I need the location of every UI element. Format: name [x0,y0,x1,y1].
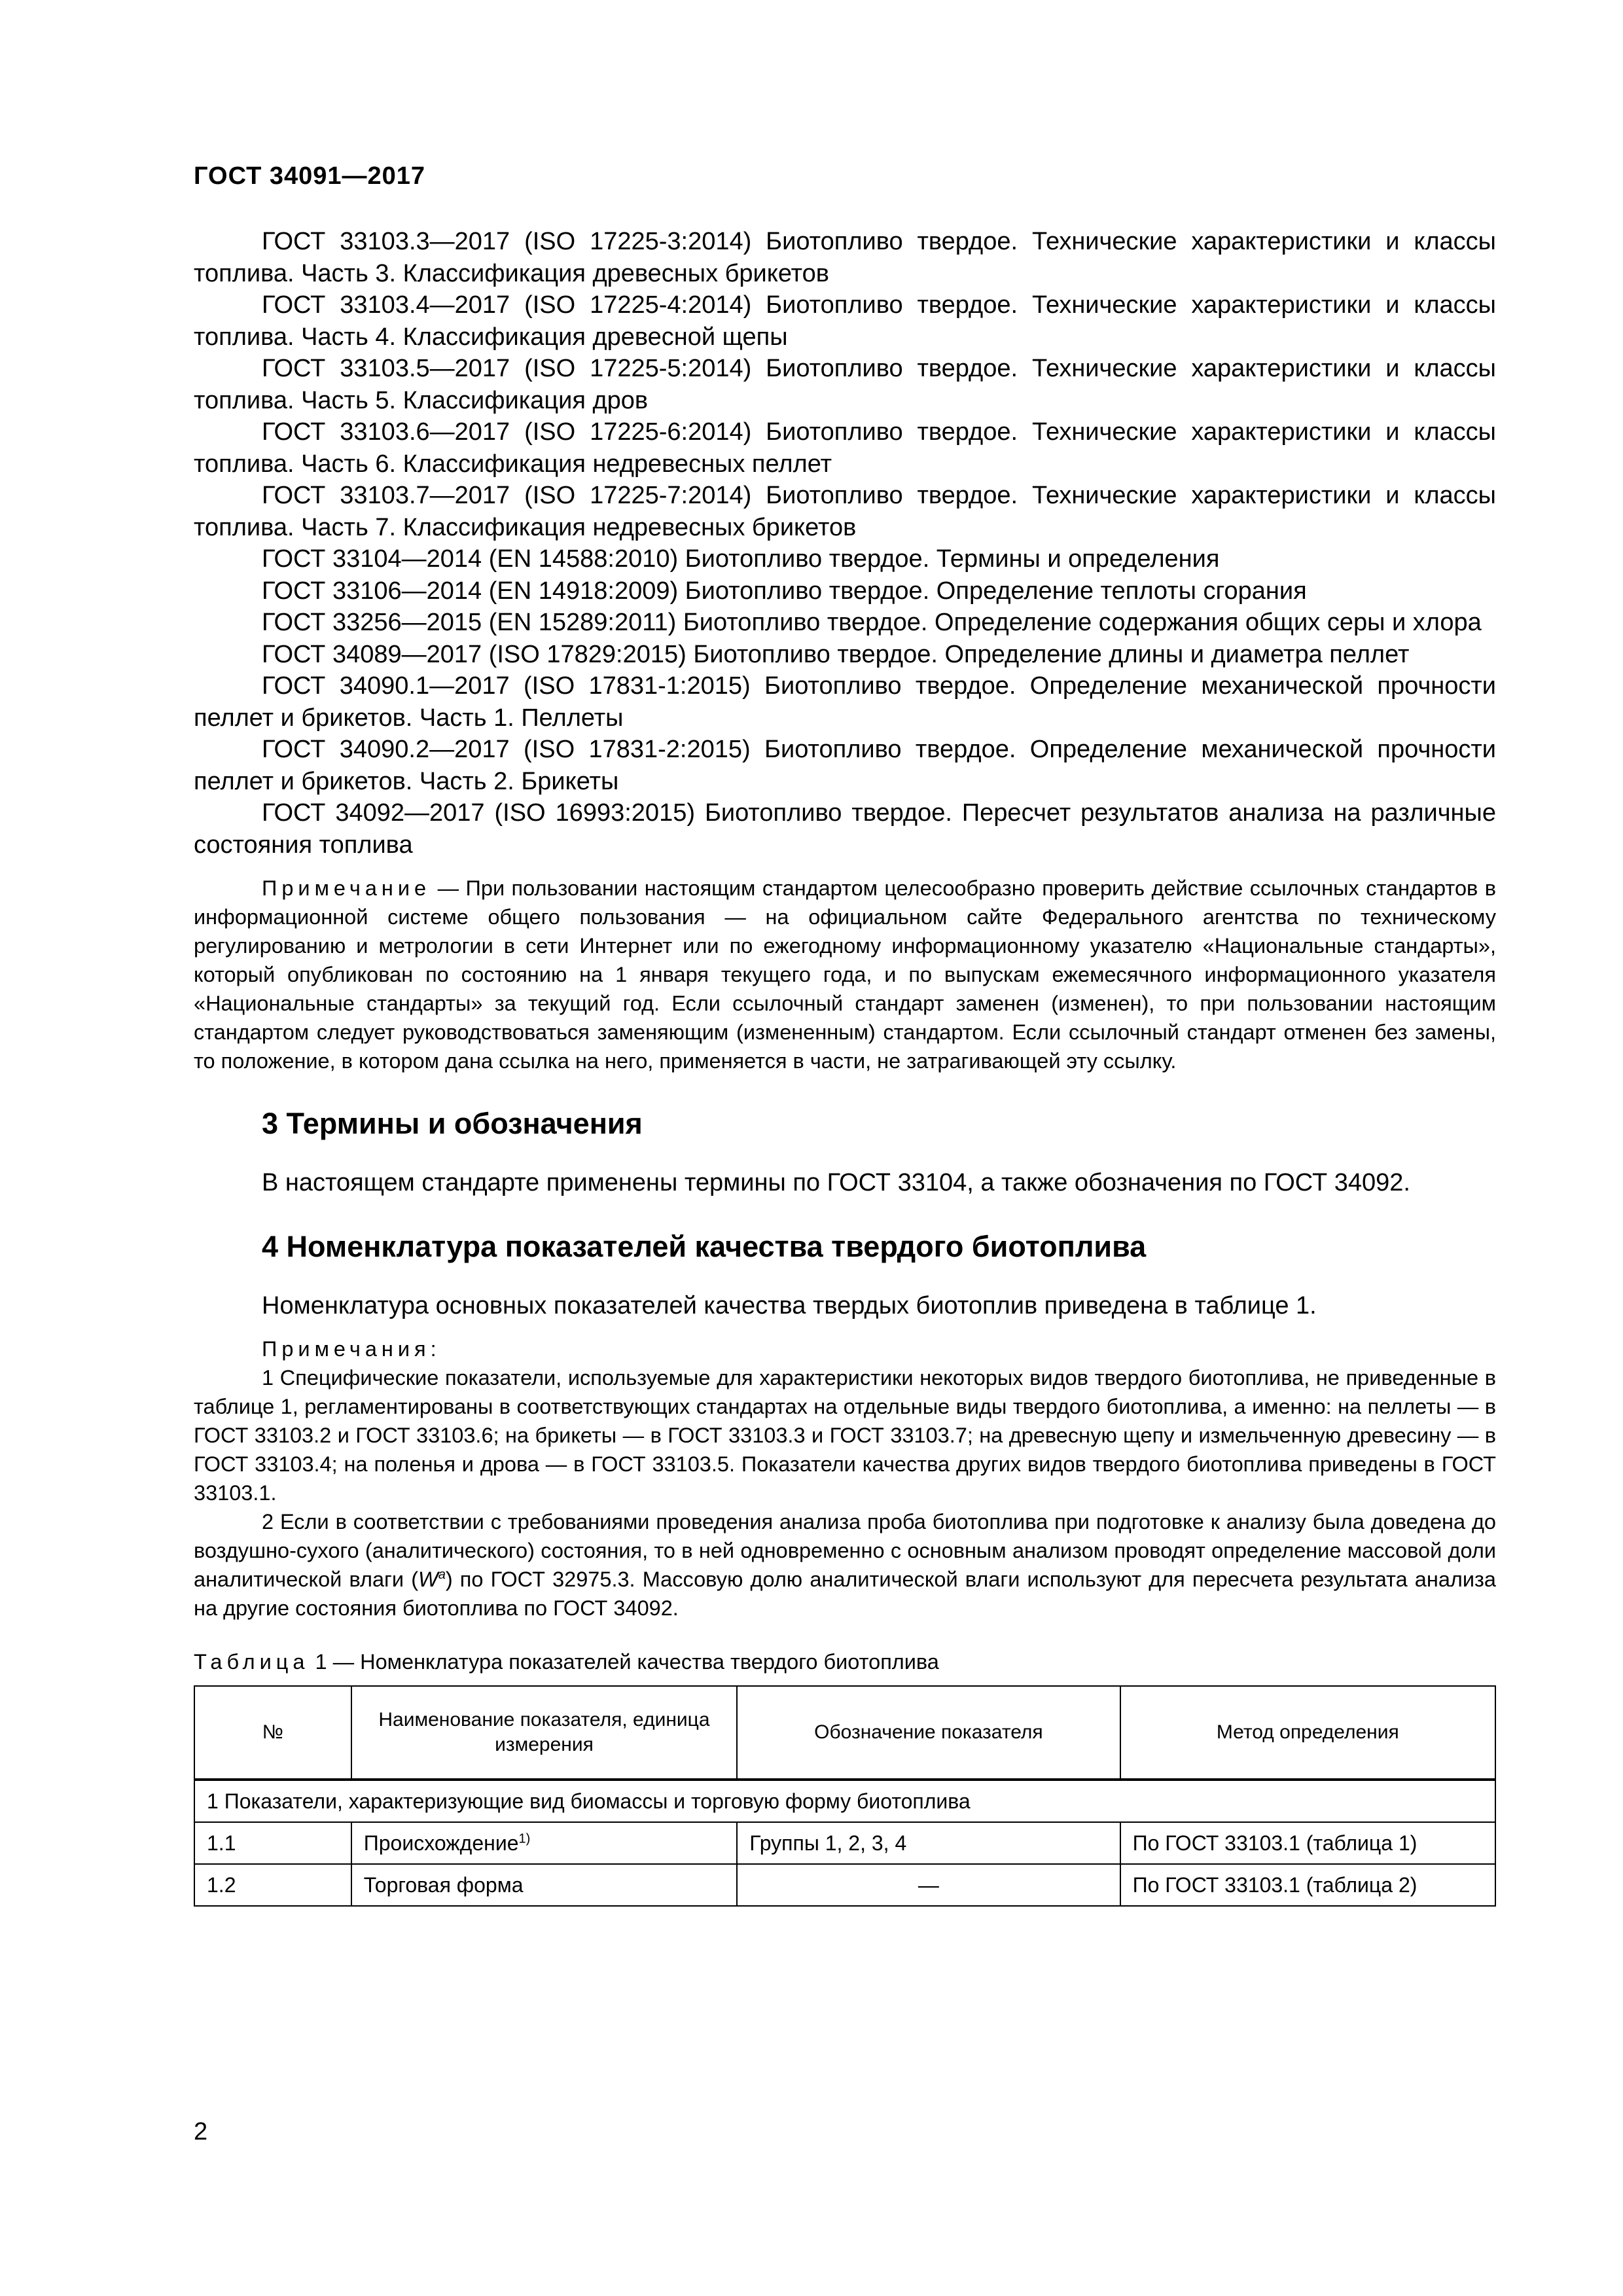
reference-item: ГОСТ 33256—2015 (EN 15289:2011) Биотопливо твердое. Определение содержания общих серы и хлора [262,609,1482,636]
reference-item: ГОСТ 33106—2014 (EN 14918:2009) Биотопливо твердое. Определение теплоты сгорания [262,577,1307,605]
reference-item: ГОСТ 33103.7—2017 (ISO 17225-7:2014) Биотопливо твердое. Технические характеристики и классы топлива. Часть 7. Классификация недревесных брикетов [194,482,1496,541]
reference-item: ГОСТ 34092—2017 (ISO 16993:2015) Биотопливо твердое. Пересчет результатов анализа на различные состояния топлива [194,799,1496,859]
table-row [194,1822,1495,1864]
reference-item: ГОСТ 34090.2—2017 (ISO 17831-2:2015) Биотопливо твердое. Определение механической прочности пеллет и брикетов. Часть 2. Брикеты [194,736,1496,795]
reference-item: ГОСТ 34090.1—2017 (ISO 17831-1:2015) Биотопливо твердое. Определение механической прочности пеллет и брикетов. Часть 1. Пеллеты [194,672,1496,732]
note-2-before: 2 Если в соответствии с требованиями проведения анализа проба биотоплива при подготовке к анализу была доведена до воздушно-сухого (аналитического) состояния, то в ней одновременно с основным анализом проводят определение массовой доли аналитической влаги ( [194,1510,1496,1591]
cell-number: 1.1 [194,1822,351,1864]
table-caption-label: Таблица [194,1650,310,1674]
note-paragraph [194,874,1496,1075]
reference-item: ГОСТ 33103.5—2017 (ISO 17225-5:2014) Биотопливо твердое. Технические характеристики и классы топлива. Часть 5. Классификация дров [194,355,1496,414]
reference-item: ГОСТ 34089—2017 (ISO 17829:2015) Биотопливо твердое. Определение длины и диаметра пеллет [262,640,1410,668]
cell-designation: — [737,1864,1120,1906]
footnote-marker: 1) [518,1831,531,1846]
section-3-text: В настоящем стандарте применены термины по ГОСТ 33104, а также обозначения по ГОСТ 34092. [262,1169,1410,1196]
note-text: — При пользовании настоящим стандартом целесообразно проверить действие ссылочных стандартов в информационной системе общего пользования — на официальном сайте Федерального агентства по техническому регулированию и метрологии в сети Интернет или по ежегодному информационному указателю «Национальные стандарты», который опубликован по состоянию на 1 января текущего года, и по выпускам ежемесячного информационного указателя «Национальные стандарты» за текущий год. Если ссылочный стандарт заменен (изменен), то при пользовании настоящим стандартом следует руководствоваться заменяющим (измененным) стандартом. Если ссылочный стандарт отменен без замены, то положение, в котором дана ссылка на него, применяется в части, не затрагивающей эту ссылку. [194,876,1496,1073]
normative-references-list [194,226,1496,861]
group-cell: 1 Показатели, характеризующие вид биомассы и торговую форму биотоплива [194,1780,1495,1822]
page-number: 2 [194,2118,208,2145]
header-cell-method: Метод определения [1120,1686,1495,1780]
note-label: Примечание [262,876,431,900]
moisture-symbol-sup: a [438,1568,446,1583]
reference-item: ГОСТ 33104—2014 (EN 14588:2010) Биотопливо твердое. Термины и определения [262,545,1220,573]
note-2 [194,1507,1496,1623]
references-note [194,874,1496,1075]
cell-designation: Группы 1, 2, 3, 4 [737,1822,1120,1864]
section-4-title: 4 Номенклатура показателей качества твердого биотоплива [262,1230,1147,1263]
reference-item: ГОСТ 33103.6—2017 (ISO 17225-6:2014) Биотопливо твердое. Технические характеристики и классы топлива. Часть 6. Классификация недревесных пеллет [194,418,1496,478]
table-header-row [194,1686,1495,1780]
header-cell-designation: Обозначение показателя [737,1686,1120,1780]
cell-name: Происхождение$^{1)}$ [351,1822,737,1864]
section-4-text: Номенклатура основных показателей качества твердых биотоплив приведена в таблице 1. [262,1292,1317,1319]
cell-method: По ГОСТ 33103.1 (таблица 1) [1120,1822,1495,1864]
reference-item: ГОСТ 33103.3—2017 (ISO 17225-3:2014) Биотопливо твердое. Технические характеристики и классы топлива. Часть 3. Классификация древесных брикетов [194,228,1496,287]
header-cell-name: Наименование показателя, единица измерения [351,1686,737,1780]
document-header: ГОСТ 34091—2017 [194,162,426,190]
note-2-after: ) по ГОСТ 32975.3. Массовую долю аналитической влаги используют для пересчета результата анализа на другие состояния биотоплива по ГОСТ 34092. [194,1568,1496,1620]
moisture-symbol: W [418,1568,438,1591]
table-caption [194,1647,1496,1676]
table-row [194,1864,1495,1906]
cell-method: По ГОСТ 33103.1 (таблица 2) [1120,1864,1495,1906]
cell-name: Торговая форма [351,1864,737,1906]
section-3-title: 3 Термины и обозначения [262,1107,643,1140]
table-group-row [194,1780,1495,1822]
notes-label: Примечания: [262,1337,441,1361]
note-1: 1 Специфические показатели, используемые для характеристики некоторых видов твердого биотоплива, не приведенные в таблице 1, регламентированы в соответствующих стандартах на отдельные виды твердого биотоплива, а именно: на пеллеты — в ГОСТ 33103.2 и ГОСТ 33103.6; на брикеты — в ГОСТ 33103.3 и ГОСТ 33103.7; на древесную щепу и измельченную древесину — в ГОСТ 33103.4; на поленья и дрова — в ГОСТ 33103.5. Показатели качества других видов твердого биотоплива приведены в ГОСТ 33103.1. [194,1366,1496,1505]
table-caption-text: 1 — Номенклатура показателей качества твердого биотоплива [309,1650,939,1674]
cell-number: 1.2 [194,1864,351,1906]
document-body [194,226,1496,1907]
reference-item: ГОСТ 33103.4—2017 (ISO 17225-4:2014) Биотопливо твердое. Технические характеристики и классы топлива. Часть 4. Классификация древесной щепы [194,291,1496,351]
quality-indicators-table [194,1685,1496,1907]
section-4-notes [194,1335,1496,1623]
header-cell-number: № [194,1686,351,1780]
